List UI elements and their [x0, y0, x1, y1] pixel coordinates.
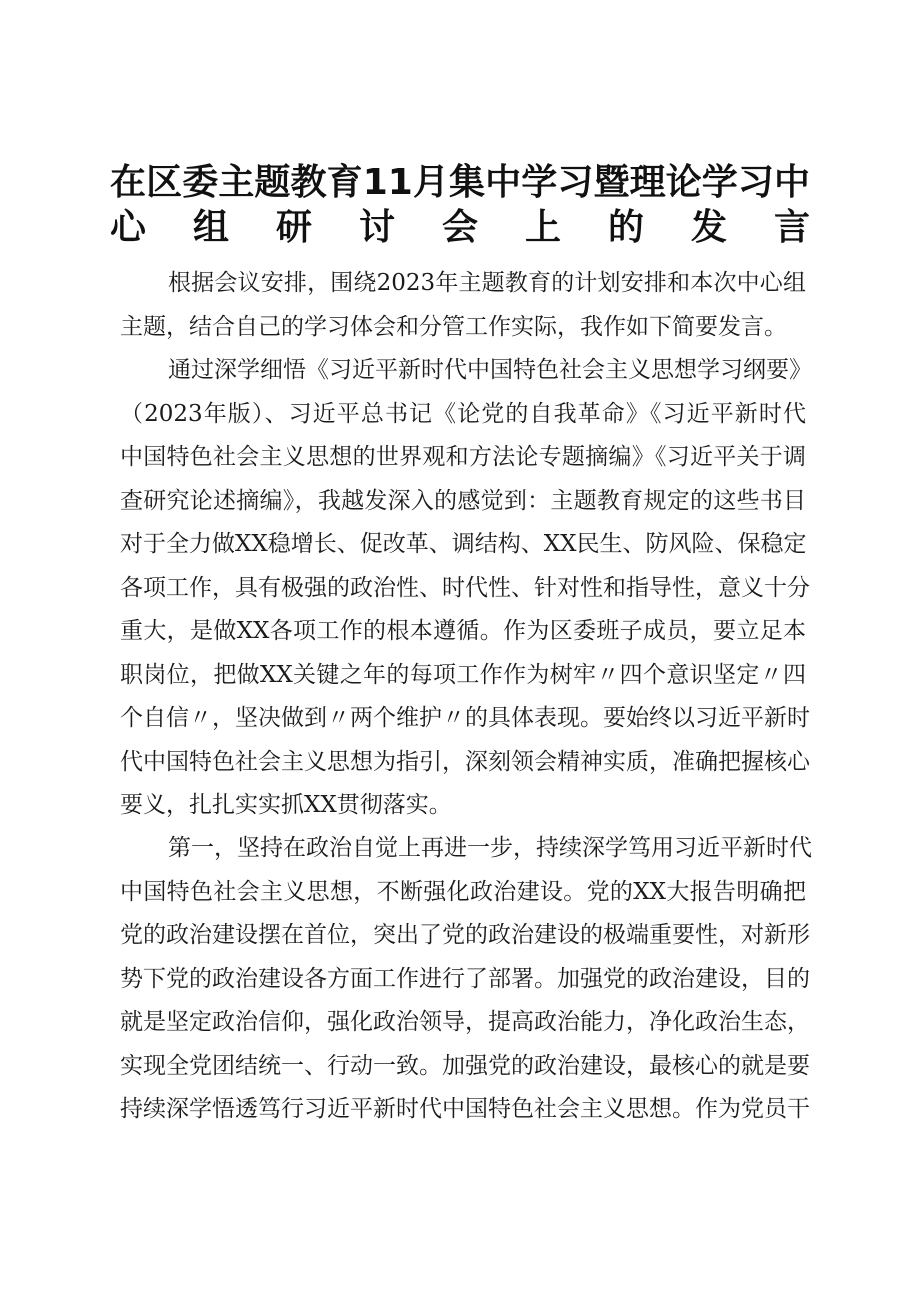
paragraph-line: 中国特色社会主义思想的世界观和方法论专题摘编》《习近平关于调: [120, 444, 806, 470]
title-line: 在区委主题教育11月集中学习暨理论学习中: [110, 162, 810, 203]
title-line: 心组研讨会上的发言: [110, 207, 810, 248]
paragraph-line: 通过深学细悟《习近平新时代中国特色社会主义思想学习纲要》: [168, 357, 812, 383]
paragraph-line: 势下党的政治建设各方面工作进行了部署。加强党的政治建设，目的: [120, 965, 810, 992]
paragraph-line: 重大，是做XX各项工作的根本遵循。作为区委班子成员，要立足本: [120, 618, 806, 644]
paragraph-line: 主题，结合自己的学习体会和分管工作实际，我作如下简要发言。: [120, 313, 787, 340]
paragraph-line: 持续深学悟透笃行习近平新时代中国特色社会主义思想。作为党员干: [120, 1096, 810, 1122]
paragraph-2: [120, 349, 812, 828]
paragraph-3: [120, 827, 812, 1132]
paragraph-line: 查研究论述摘编》，我越发深入的感觉到：主题教育规定的这些书目: [120, 487, 806, 514]
paragraph-line: 各项工作，具有极强的政治性、时代性、针对性和指导性，意义十分: [120, 574, 810, 601]
paragraph-line: 就是坚定政治信仰，强化政治领导，提高政治能力，净化政治生态，: [120, 1009, 810, 1035]
paragraph-line: 实现全党团结统一、行动一致。加强党的政治建设，最核心的就是要: [120, 1052, 810, 1079]
document-title: [110, 160, 810, 250]
paragraph-line: 职岗位，把做XX关键之年的每项工作作为树牢〃四个意识坚定〃四: [120, 661, 806, 688]
paragraph-line: 代中国特色社会主义思想为指引，深刻领会精神实质，准确把握核心: [120, 748, 810, 775]
paragraph-line: 党的政治建设摆在首位，突出了党的政治建设的极端重要性，对新形: [120, 922, 810, 948]
paragraph-line: 要义，扎扎实实抓XX贯彻落实。: [120, 792, 452, 818]
paragraph-line: 第一，坚持在政治自觉上再进一步，持续深学笃用习近平新时代: [168, 835, 812, 861]
paragraph-line: 个自信〃，坚决做到〃两个维护〃的具体表现。要始终以习近平新时: [120, 705, 810, 731]
paragraph-line: 对于全力做XX稳增长、促改革、调结构、XX民生、防风险、保稳定: [120, 531, 807, 557]
paragraph-line: 根据会议安排，围绕2023年主题教育的计划安排和本次中心组: [168, 270, 806, 296]
paragraph-line: 中国特色社会主义思想，不断强化政治建设。党的XX大报告明确把: [120, 878, 806, 905]
paragraph-line: （2023年版）、习近平总书记《论党的自我革命》《习近平新时代: [120, 400, 806, 427]
paragraph-1: [120, 262, 806, 349]
